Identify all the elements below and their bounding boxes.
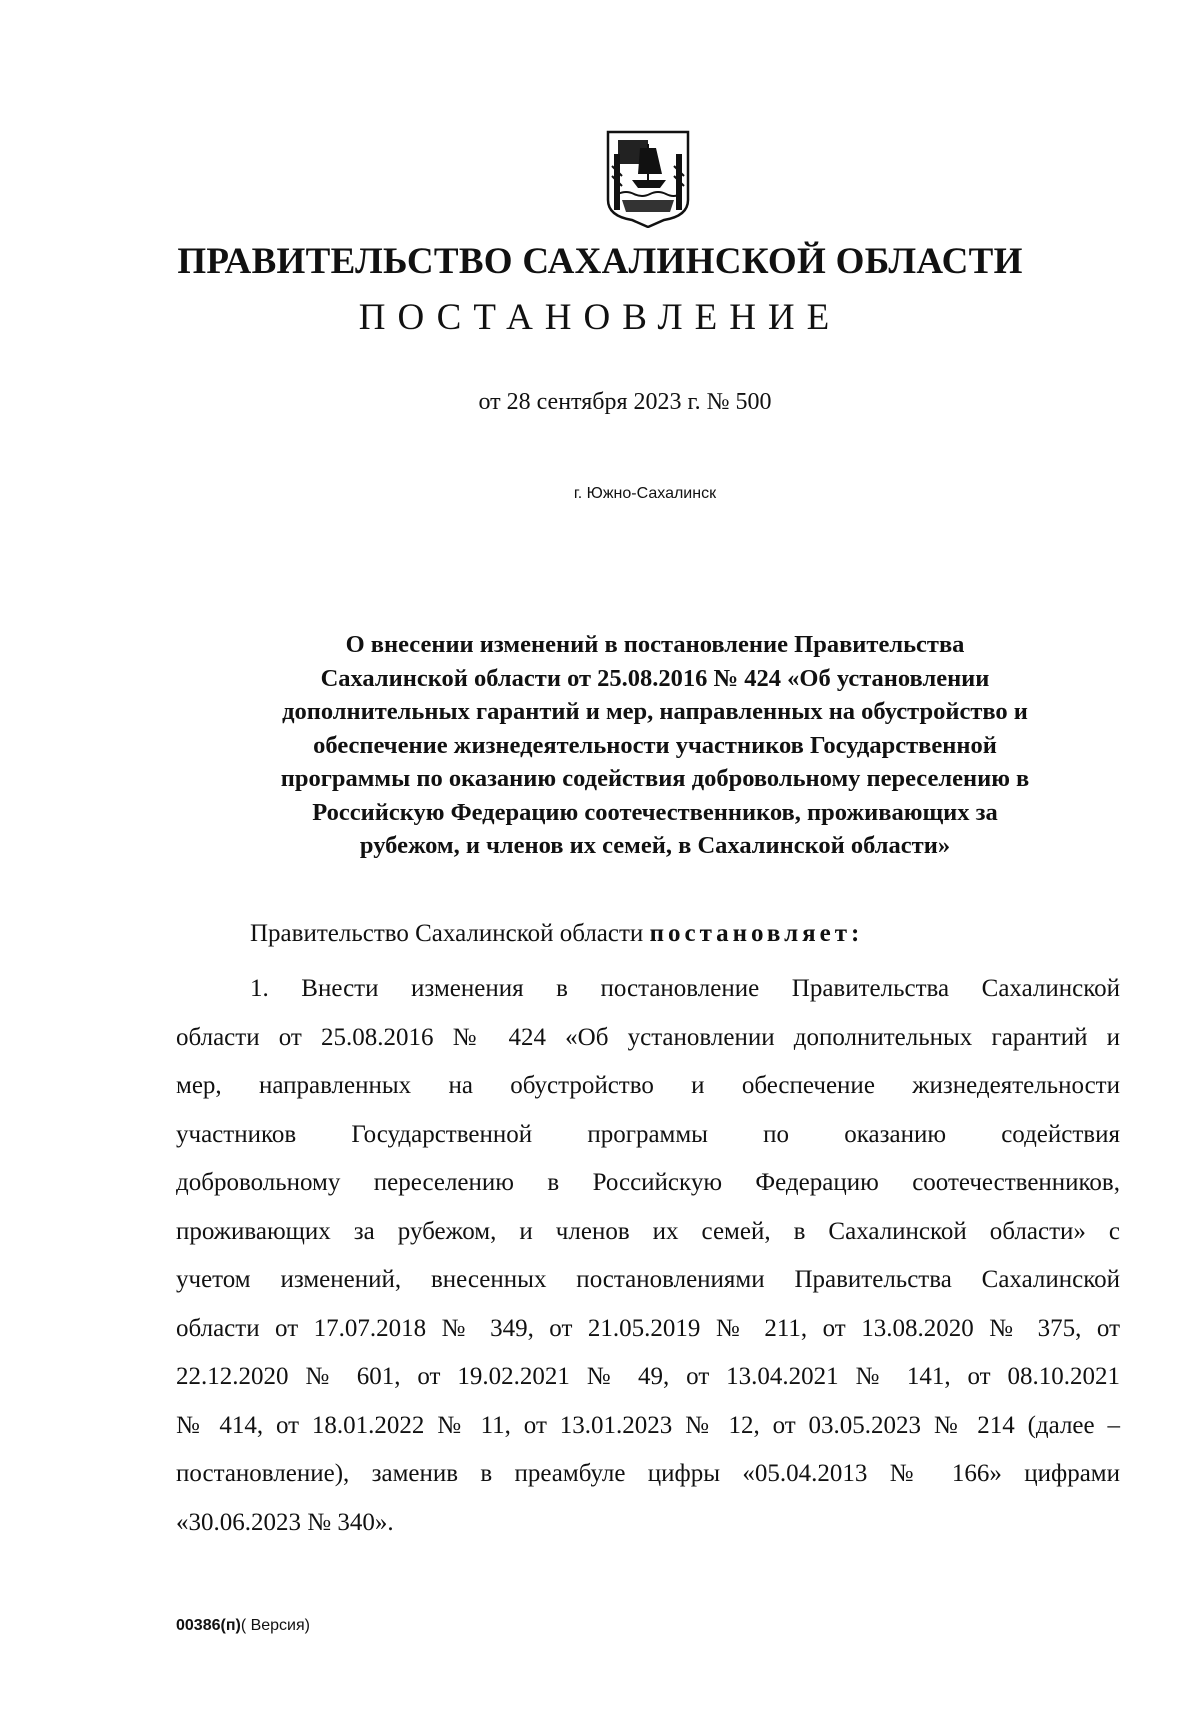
- document-date-number: от 28 сентября 2023 г. № 500: [478, 389, 772, 415]
- footer-code: [176, 1617, 310, 1635]
- body-line: 1. Внести изменения в постановление Правительства Сахалинской: [250, 975, 1120, 1002]
- body-line: области от 25.08.2016 № 424 «Об установлении дополнительных гарантий и: [176, 1023, 1120, 1051]
- subject-line: О внесении изменений в постановление Правительства: [345, 631, 965, 658]
- footer-code-number: 00386(п): [176, 1617, 241, 1634]
- subject-line: Сахалинской области от 25.08.2016 № 424 «Об установлении: [320, 664, 990, 692]
- body-line: постановление), заменив в преамбуле цифры «05.04.2013 № 166» цифрами: [176, 1460, 1120, 1487]
- government-title: ПРАВИТЕЛЬСТВО САХАЛИНСКОЙ ОБЛАСТИ: [177, 241, 1023, 282]
- subject-line: дополнительных гарантий и мер, направленных на обустройство и: [282, 698, 1028, 725]
- body-line: 22.12.2020 № 601, от 19.02.2021 № 49, от 13.04.2021 № 141, от 08.10.2021: [176, 1363, 1120, 1390]
- subject-line: Российскую Федерацию соотечественников, проживающих за: [312, 798, 998, 826]
- body-line: добровольному переселению в Российскую Федерацию соотечественников,: [176, 1169, 1120, 1196]
- document-type: ПОСТАНОВЛЕНИЕ: [358, 297, 842, 338]
- subject-line: рубежом, и членов их семей, в Сахалинской области»: [359, 832, 951, 859]
- body-line: № 414, от 18.01.2022 № 11, от 13.01.2023 № 12, от 03.05.2023 № 214 (далее –: [176, 1411, 1120, 1439]
- preamble-emphasis: постановляет:: [649, 920, 864, 947]
- document-subject: [180, 628, 1130, 863]
- footer-version: ( Версия): [240, 1617, 310, 1634]
- preamble: [250, 920, 863, 948]
- body-line: проживающих за рубежом, и членов их семей, в Сахалинской области» с: [176, 1217, 1120, 1245]
- body-line: учетом изменений, внесенных постановлениями Правительства Сахалинской: [176, 1266, 1120, 1293]
- coat-of-arms-icon: [604, 130, 692, 228]
- subject-line: программы по оказанию содействия добровольному переселению в: [280, 765, 1030, 792]
- body-paragraph: [176, 965, 1120, 1547]
- body-line: «30.06.2023 № 340».: [176, 1508, 394, 1536]
- document-city: г. Южно-Сахалинск: [573, 485, 717, 502]
- preamble-text: Правительство Сахалинской области: [250, 920, 650, 947]
- body-line: мер, направленных на обустройство и обеспечение жизнедеятельности: [176, 1072, 1120, 1099]
- subject-line: обеспечение жизнедеятельности участников Государственной: [313, 731, 997, 759]
- body-line: области от 17.07.2018 № 349, от 21.05.2019 № 211, от 13.08.2020 № 375, от: [176, 1314, 1120, 1342]
- body-line: участников Государственной программы по оказанию содействия: [176, 1120, 1120, 1148]
